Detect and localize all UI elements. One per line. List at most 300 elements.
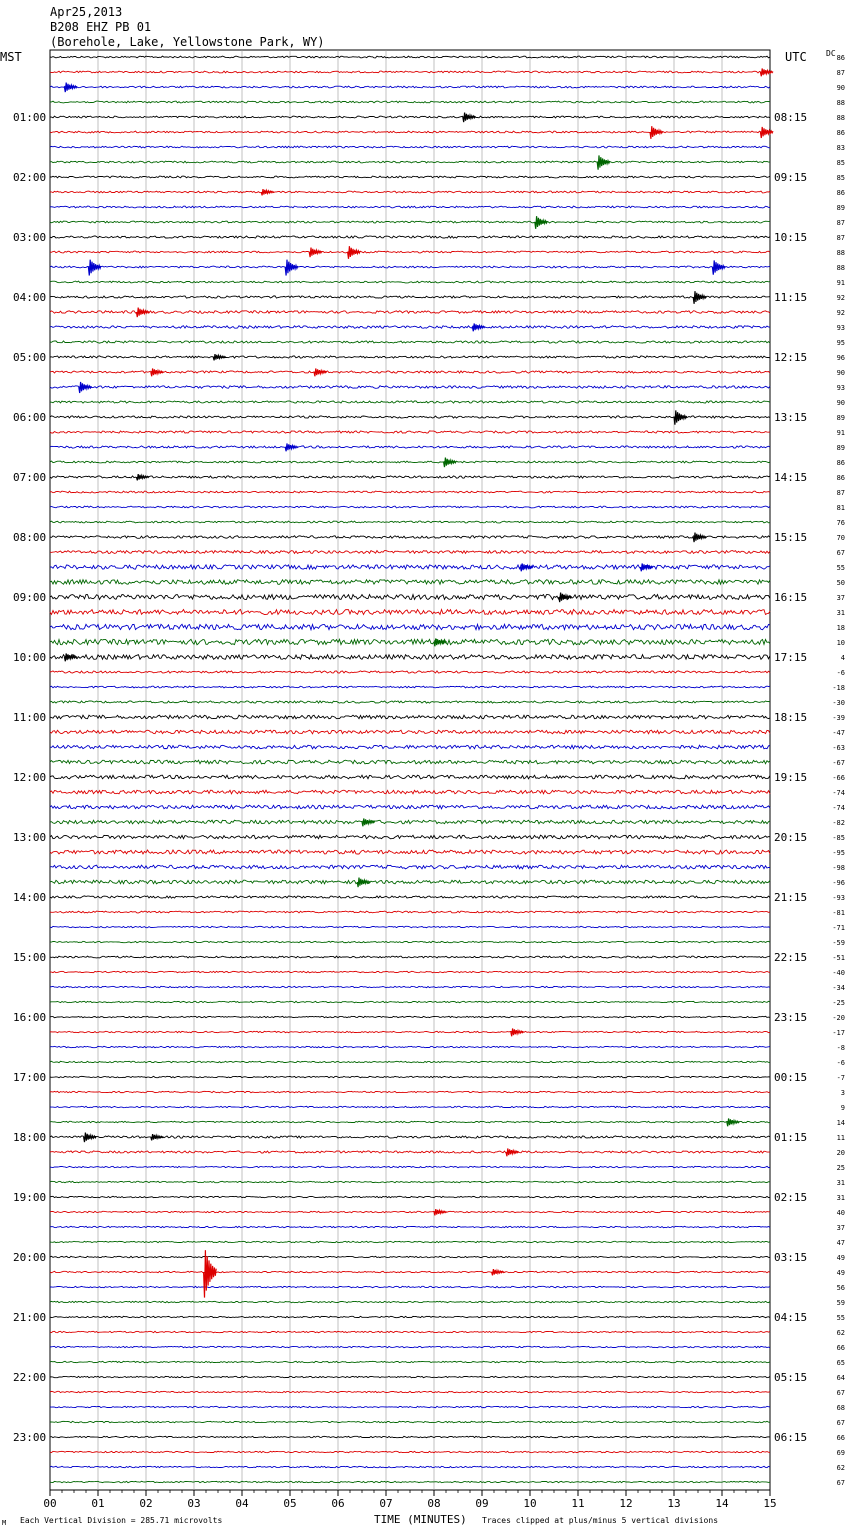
- trace-83: [50, 1301, 770, 1302]
- dc-offset-93: 69: [836, 1449, 845, 1457]
- mst-label-1: 02:00: [13, 171, 47, 184]
- dc-offset-63: -25: [832, 999, 845, 1007]
- trace-4: [50, 116, 770, 118]
- utc-label-0: 08:15: [774, 111, 808, 124]
- dc-offset-8: 85: [836, 174, 845, 182]
- trace-13: [50, 251, 770, 253]
- trace-39: [50, 639, 770, 644]
- mst-label-0: 01:00: [13, 111, 47, 124]
- dc-offset-23: 90: [836, 399, 845, 407]
- trace-2: [50, 86, 770, 88]
- trace-22: [50, 386, 770, 389]
- trace-46: [50, 745, 770, 749]
- dc-offset-5: 86: [836, 129, 845, 137]
- dc-offset-54: -98: [832, 864, 845, 872]
- dc-offset-28: 86: [836, 474, 845, 482]
- trace-35: [50, 580, 770, 585]
- dc-offset-84: 55: [836, 1314, 845, 1322]
- trace-3: [50, 101, 770, 103]
- dc-offset-76: 31: [836, 1194, 845, 1202]
- trace-86: [50, 1346, 770, 1347]
- event-33: [727, 1118, 740, 1126]
- dc-offset-34: 55: [836, 564, 845, 572]
- mst-label-17: 18:00: [13, 1131, 47, 1144]
- trace-71: [50, 1121, 770, 1122]
- dc-offset-27: 86: [836, 459, 845, 467]
- header-date: Apr25,2013: [50, 5, 123, 19]
- trace-10: [50, 206, 770, 208]
- trace-50: [50, 805, 770, 809]
- trace-12: [50, 236, 770, 238]
- trace-11: [50, 221, 770, 223]
- event-23: [136, 474, 149, 480]
- mst-label-4: 05:00: [13, 351, 47, 364]
- event-6: [261, 189, 274, 195]
- dc-offset-62: -34: [832, 984, 845, 992]
- dc-offset-31: 76: [836, 519, 845, 527]
- trace-67: [50, 1061, 770, 1062]
- utc-label-7: 15:15: [774, 531, 808, 544]
- event-35: [151, 1134, 164, 1140]
- trace-36: [50, 595, 770, 600]
- event-39: [492, 1269, 505, 1275]
- event-1: [64, 83, 77, 93]
- trace-7: [50, 161, 770, 163]
- dc-offset-47: -67: [832, 759, 845, 767]
- trace-29: [50, 491, 770, 493]
- dc-offset-87: 65: [836, 1359, 845, 1367]
- dc-offset-15: 91: [836, 279, 845, 287]
- dc-offset-53: -95: [832, 849, 845, 857]
- event-9: [348, 246, 361, 259]
- dc-offset-40: 4: [840, 654, 845, 662]
- event-10: [88, 260, 101, 276]
- utc-label-15: 23:15: [774, 1011, 808, 1024]
- right-timezone-label: UTC: [785, 50, 807, 64]
- dc-offset-labels: [832, 54, 845, 1487]
- dc-offset-24: 89: [836, 414, 845, 422]
- mst-label-16: 17:00: [13, 1071, 47, 1084]
- dc-offset-22: 93: [836, 384, 845, 392]
- dc-offset-45: -47: [832, 729, 845, 737]
- mst-label-15: 16:00: [13, 1011, 47, 1024]
- x-tick-label-6: 06: [331, 1497, 345, 1510]
- dc-offset-1: 87: [836, 69, 845, 77]
- dc-offset-2: 90: [836, 84, 845, 92]
- dc-offset-59: -59: [832, 939, 845, 947]
- mst-label-9: 10:00: [13, 651, 47, 664]
- trace-41: [50, 671, 770, 673]
- utc-hour-labels: [774, 111, 807, 1444]
- trace-19: [50, 341, 770, 343]
- dc-offset-48: -66: [832, 774, 845, 782]
- dc-offset-14: 88: [836, 264, 845, 272]
- dc-offset-57: -81: [832, 909, 845, 917]
- dc-offset-80: 49: [836, 1254, 845, 1262]
- trace-32: [50, 536, 770, 539]
- dc-offset-61: -40: [832, 969, 845, 977]
- trace-61: [50, 971, 770, 972]
- x-tick-label-12: 12: [619, 1497, 633, 1510]
- dc-offset-41: -6: [836, 669, 845, 677]
- trace-31: [50, 521, 770, 523]
- utc-label-9: 17:15: [774, 651, 808, 664]
- utc-label-14: 22:15: [774, 951, 808, 964]
- event-5: [597, 155, 610, 169]
- dc-offset-32: 70: [836, 534, 845, 542]
- trace-43: [50, 701, 770, 703]
- trace-68: [50, 1076, 770, 1077]
- mst-label-10: 11:00: [13, 711, 47, 724]
- dc-offset-38: 18: [836, 624, 845, 632]
- dc-offset-42: -18: [832, 684, 845, 692]
- dc-offset-19: 95: [836, 339, 845, 347]
- utc-label-22: 06:15: [774, 1431, 808, 1444]
- trace-94: [50, 1466, 770, 1467]
- dc-offset-67: -6: [836, 1059, 845, 1067]
- event-0: [760, 68, 773, 76]
- event-14: [136, 308, 149, 318]
- dc-offset-21: 90: [836, 369, 845, 377]
- dc-offset-12: 87: [836, 234, 845, 242]
- trace-49: [50, 790, 770, 794]
- trace-77: [50, 1211, 770, 1212]
- event-21: [285, 443, 298, 451]
- event-8: [309, 248, 322, 258]
- dc-offset-78: 37: [836, 1224, 845, 1232]
- trace-40: [50, 655, 770, 660]
- trace-57: [50, 911, 770, 913]
- trace-16: [50, 296, 770, 298]
- trace-18: [50, 326, 770, 329]
- event-34: [84, 1133, 97, 1143]
- event-38: [204, 1250, 217, 1297]
- dc-offset-4: 88: [836, 114, 845, 122]
- event-4: [760, 127, 773, 138]
- dc-offset-10: 89: [836, 204, 845, 212]
- event-11: [285, 260, 298, 276]
- dc-offset-60: -51: [832, 954, 845, 962]
- dc-offset-68: -7: [836, 1074, 845, 1082]
- dc-offset-13: 88: [836, 249, 845, 257]
- trace-70: [50, 1106, 770, 1107]
- trace-76: [50, 1196, 770, 1197]
- utc-label-13: 21:15: [774, 891, 808, 904]
- dc-offset-86: 66: [836, 1344, 845, 1352]
- dc-offset-56: -93: [832, 894, 845, 902]
- mst-label-3: 04:00: [13, 291, 47, 304]
- event-7: [535, 216, 548, 229]
- x-tick-label-15: 15: [763, 1497, 777, 1510]
- trace-25: [50, 431, 770, 433]
- trace-81: [50, 1271, 770, 1272]
- utc-label-16: 00:15: [774, 1071, 808, 1084]
- event-3: [650, 126, 663, 139]
- trace-63: [50, 1001, 770, 1002]
- trace-90: [50, 1406, 770, 1407]
- trace-85: [50, 1331, 770, 1332]
- x-tick-label-11: 11: [571, 1497, 585, 1510]
- event-31: [357, 878, 370, 888]
- mst-label-21: 22:00: [13, 1371, 47, 1384]
- trace-8: [50, 176, 770, 178]
- dc-offset-30: 81: [836, 504, 845, 512]
- division-note: Each Vertical Division = 285.71 microvolts: [20, 1516, 223, 1525]
- dc-offset-16: 92: [836, 294, 845, 302]
- trace-48: [50, 775, 770, 779]
- left-timezone-label: MST: [0, 50, 22, 64]
- dc-offset-88: 64: [836, 1374, 845, 1382]
- dc-offset-92: 66: [836, 1434, 845, 1442]
- trace-47: [50, 760, 770, 764]
- dc-offset-7: 85: [836, 159, 845, 167]
- dc-offset-94: 62: [836, 1464, 845, 1472]
- dc-offset-50: -74: [832, 804, 845, 812]
- x-tick-label-10: 10: [523, 1497, 537, 1510]
- utc-label-18: 02:15: [774, 1191, 808, 1204]
- dc-offset-69: 3: [840, 1089, 845, 1097]
- trace-54: [50, 865, 770, 869]
- trace-75: [50, 1181, 770, 1182]
- x-tick-label-2: 02: [139, 1497, 153, 1510]
- x-tick-label-7: 07: [379, 1497, 393, 1510]
- dc-offset-91: 67: [836, 1419, 845, 1427]
- dc-offset-64: -20: [832, 1014, 845, 1022]
- x-tick-label-1: 01: [91, 1497, 105, 1510]
- event-36: [506, 1148, 519, 1156]
- trace-88: [50, 1376, 770, 1377]
- dc-offset-85: 62: [836, 1329, 845, 1337]
- trace-51: [50, 820, 770, 824]
- dc-offset-43: -30: [832, 699, 845, 707]
- mst-label-8: 09:00: [13, 591, 47, 604]
- event-27: [559, 593, 572, 603]
- event-16: [213, 354, 226, 360]
- trace-73: [50, 1151, 770, 1153]
- mst-label-14: 15:00: [13, 951, 47, 964]
- trace-33: [50, 551, 770, 554]
- dc-offset-29: 87: [836, 489, 845, 497]
- utc-label-20: 04:15: [774, 1311, 808, 1324]
- utc-label-12: 20:15: [774, 831, 808, 844]
- event-18: [314, 368, 327, 376]
- event-25: [520, 563, 533, 571]
- trace-53: [50, 850, 770, 854]
- dc-offset-75: 31: [836, 1179, 845, 1187]
- trace-6: [50, 146, 770, 148]
- trace-44: [50, 715, 770, 719]
- mst-label-12: 13:00: [13, 831, 47, 844]
- trace-27: [50, 461, 770, 463]
- header-location: (Borehole, Lake, Yellowstone Park, WY): [50, 35, 325, 49]
- trace-93: [50, 1451, 770, 1452]
- trace-62: [50, 986, 770, 987]
- trace-64: [50, 1016, 770, 1017]
- dc-offset-55: -96: [832, 879, 845, 887]
- trace-28: [50, 476, 770, 478]
- event-20: [674, 410, 687, 424]
- dc-offset-33: 67: [836, 549, 845, 557]
- trace-15: [50, 281, 770, 283]
- trace-38: [50, 624, 770, 629]
- dc-offset-73: 20: [836, 1149, 845, 1157]
- dc-offset-71: 14: [836, 1119, 845, 1127]
- x-tick-label-0: 00: [43, 1497, 57, 1510]
- dc-offset-11: 87: [836, 219, 845, 227]
- event-12: [712, 260, 725, 274]
- dc-offset-18: 93: [836, 324, 845, 332]
- utc-label-4: 12:15: [774, 351, 808, 364]
- dc-offset-89: 67: [836, 1389, 845, 1397]
- trace-23: [50, 401, 770, 403]
- dc-offset-70: 9: [840, 1104, 845, 1112]
- trace-80: [50, 1256, 770, 1257]
- event-24: [693, 533, 706, 543]
- trace-20: [50, 356, 770, 358]
- dc-offset-77: 40: [836, 1209, 845, 1217]
- utc-label-17: 01:15: [774, 1131, 808, 1144]
- event-15: [472, 323, 485, 331]
- mst-label-18: 19:00: [13, 1191, 47, 1204]
- trace-92: [50, 1436, 770, 1437]
- trace-45: [50, 730, 770, 734]
- utc-label-21: 05:15: [774, 1371, 808, 1384]
- utc-label-2: 10:15: [774, 231, 808, 244]
- dc-offset-49: -74: [832, 789, 845, 797]
- trace-69: [50, 1091, 770, 1092]
- dc-offset-35: 50: [836, 579, 845, 587]
- event-13: [693, 291, 706, 304]
- utc-label-1: 09:15: [774, 171, 808, 184]
- trace-60: [50, 956, 770, 958]
- utc-label-3: 11:15: [774, 291, 808, 304]
- dc-offset-9: 86: [836, 189, 845, 197]
- trace-group: [50, 56, 770, 1483]
- clip-note: Traces clipped at plus/minus 5 vertical divisions: [482, 1516, 719, 1525]
- dc-offset-83: 59: [836, 1299, 845, 1307]
- dc-offset-65: -17: [832, 1029, 845, 1037]
- x-tick-label-3: 03: [187, 1497, 201, 1510]
- x-tick-label-9: 09: [475, 1497, 489, 1510]
- dc-offset-3: 88: [836, 99, 845, 107]
- mst-label-19: 20:00: [13, 1251, 47, 1264]
- trace-95: [50, 1481, 770, 1482]
- utc-label-6: 14:15: [774, 471, 808, 484]
- trace-59: [50, 941, 770, 942]
- trace-24: [50, 416, 770, 418]
- trace-66: [50, 1046, 770, 1047]
- mst-label-20: 21:00: [13, 1311, 47, 1324]
- trace-14: [50, 266, 770, 268]
- x-tick-label-13: 13: [667, 1497, 681, 1510]
- event-17: [151, 368, 164, 376]
- mst-label-11: 12:00: [13, 771, 47, 784]
- x-tick-label-4: 04: [235, 1497, 249, 1510]
- dc-offset-36: 37: [836, 594, 845, 602]
- mst-label-6: 07:00: [13, 471, 47, 484]
- mst-hour-labels: [13, 111, 46, 1444]
- dc-offset-72: 11: [836, 1134, 845, 1142]
- trace-52: [50, 835, 770, 839]
- event-2: [463, 113, 476, 123]
- event-26: [640, 563, 653, 571]
- mst-label-2: 03:00: [13, 231, 47, 244]
- trace-1: [50, 71, 770, 73]
- event-22: [444, 458, 457, 468]
- utc-label-19: 03:15: [774, 1251, 808, 1264]
- dc-offset-52: -85: [832, 834, 845, 842]
- dc-offset-46: -63: [832, 744, 845, 752]
- mst-label-5: 06:00: [13, 411, 47, 424]
- trace-84: [50, 1316, 770, 1317]
- dc-offset-26: 89: [836, 444, 845, 452]
- x-tick-label-8: 08: [427, 1497, 441, 1510]
- dc-offset-25: 91: [836, 429, 845, 437]
- trace-91: [50, 1421, 770, 1422]
- dc-offset-90: 68: [836, 1404, 845, 1412]
- scale-mark: M: [2, 1519, 7, 1527]
- event-29: [64, 653, 77, 661]
- event-37: [434, 1209, 447, 1215]
- dc-offset-81: 49: [836, 1269, 845, 1277]
- x-axis-title: TIME (MINUTES): [374, 1513, 467, 1526]
- dc-offset-17: 92: [836, 309, 845, 317]
- mst-label-7: 08:00: [13, 531, 47, 544]
- dc-offset-82: 56: [836, 1284, 845, 1292]
- trace-30: [50, 506, 770, 508]
- dc-offset-0: 86: [836, 54, 845, 62]
- dc-offset-6: 83: [836, 144, 845, 152]
- trace-42: [50, 686, 770, 688]
- event-30: [362, 818, 375, 826]
- dc-column-label: DC: [826, 49, 836, 58]
- x-tick-label-5: 05: [283, 1497, 297, 1510]
- dc-offset-51: -82: [832, 819, 845, 827]
- utc-label-5: 13:15: [774, 411, 808, 424]
- utc-label-10: 18:15: [774, 711, 808, 724]
- trace-74: [50, 1166, 770, 1167]
- x-axis-ticks: [43, 1490, 776, 1510]
- event-32: [511, 1028, 524, 1036]
- trace-89: [50, 1391, 770, 1392]
- trace-56: [50, 896, 770, 898]
- dc-offset-74: 25: [836, 1164, 845, 1172]
- trace-37: [50, 610, 770, 615]
- dc-offset-44: -39: [832, 714, 845, 722]
- trace-82: [50, 1286, 770, 1287]
- dc-offset-39: 10: [836, 639, 845, 647]
- trace-55: [50, 880, 770, 884]
- dc-offset-20: 96: [836, 354, 845, 362]
- dc-offset-66: -8: [836, 1044, 845, 1052]
- trace-0: [50, 56, 770, 58]
- trace-34: [50, 565, 770, 569]
- trace-26: [50, 446, 770, 448]
- mst-label-13: 14:00: [13, 891, 47, 904]
- utc-label-8: 16:15: [774, 591, 808, 604]
- header-station: B208 EHZ PB 01: [50, 20, 152, 34]
- dc-offset-95: 67: [836, 1479, 845, 1487]
- dc-offset-79: 47: [836, 1239, 845, 1247]
- dc-offset-58: -71: [832, 924, 845, 932]
- trace-65: [50, 1031, 770, 1032]
- trace-17: [50, 311, 770, 314]
- trace-9: [50, 191, 770, 193]
- trace-58: [50, 926, 770, 927]
- trace-78: [50, 1226, 770, 1227]
- x-tick-label-14: 14: [715, 1497, 729, 1510]
- utc-label-11: 19:15: [774, 771, 808, 784]
